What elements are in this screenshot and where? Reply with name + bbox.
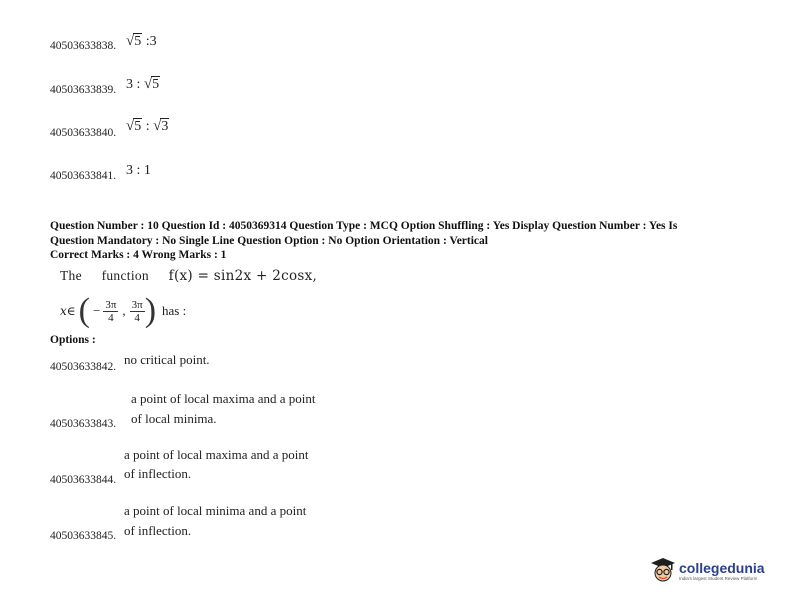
options-label: Options : <box>50 334 96 346</box>
option-text-line1: a point of local maxima and a point <box>124 447 309 462</box>
marks-line: Correct Marks : 4 Wrong Marks : 1 <box>50 249 227 261</box>
option-number: 40503633841. <box>50 170 117 182</box>
option-text-line2: of inflection. <box>124 466 192 481</box>
option-number: 40503633843. <box>50 418 117 430</box>
graduate-mascot-icon <box>650 556 676 584</box>
option-text: no critical point. <box>124 352 210 367</box>
question-meta <box>50 219 750 263</box>
stem-word: function <box>101 268 149 283</box>
option-number: 40503633842. <box>50 361 117 373</box>
logo-name: collegedunia <box>679 559 765 576</box>
fraction-lower: $\frac{3\pi}{4}$ <box>105 298 117 324</box>
option-number: 40503633839. <box>50 84 117 96</box>
option-text-line2: of inflection. <box>124 523 192 538</box>
domain-expression: x∈ ( − $\frac{3\pi}{4}$ , $\frac{3\pi}{4}$ ) has : <box>60 292 187 329</box>
option-value: √5 : √3 <box>126 118 169 134</box>
option-number: 40503633845. <box>50 530 117 542</box>
option-value: 3 : 1 <box>126 163 151 178</box>
option-text-line1: a point of local minima and a point <box>124 503 307 518</box>
function-expression: f(x) = sin2x + 2cosx, <box>168 268 318 284</box>
option-number: 40503633840. <box>50 127 117 139</box>
question-stem <box>60 268 317 284</box>
option-text-line1: a point of local maxima and a point <box>131 391 316 406</box>
option-text-line2: of local minima. <box>131 411 217 426</box>
option-value: 3 : √5 <box>126 76 160 92</box>
domain-variable: x∈ <box>60 304 76 318</box>
collegedunia-logo <box>650 556 765 584</box>
logo-tagline: India's largest Student Review Platform <box>679 575 758 581</box>
option-value: √5 :3 <box>126 33 157 49</box>
fraction-upper: $\frac{3\pi}{4}$ <box>131 298 143 324</box>
question-meta-line2: Question Mandatory : No Single Line Question Option : No Option Orientation : Vertical <box>50 234 488 247</box>
option-number: 40503633838. <box>50 40 117 52</box>
stem-word: The <box>60 268 82 283</box>
minus-sign: − <box>92 303 101 318</box>
stem-tail: has : <box>162 303 187 318</box>
comma: , <box>122 303 126 318</box>
option-number: 40503633844. <box>50 474 117 486</box>
question-meta-line1: Question Number : 10 Question Id : 4050369314 Question Type : MCQ Option Shuffling : Yes Display Question Number : Yes Is <box>50 220 678 232</box>
